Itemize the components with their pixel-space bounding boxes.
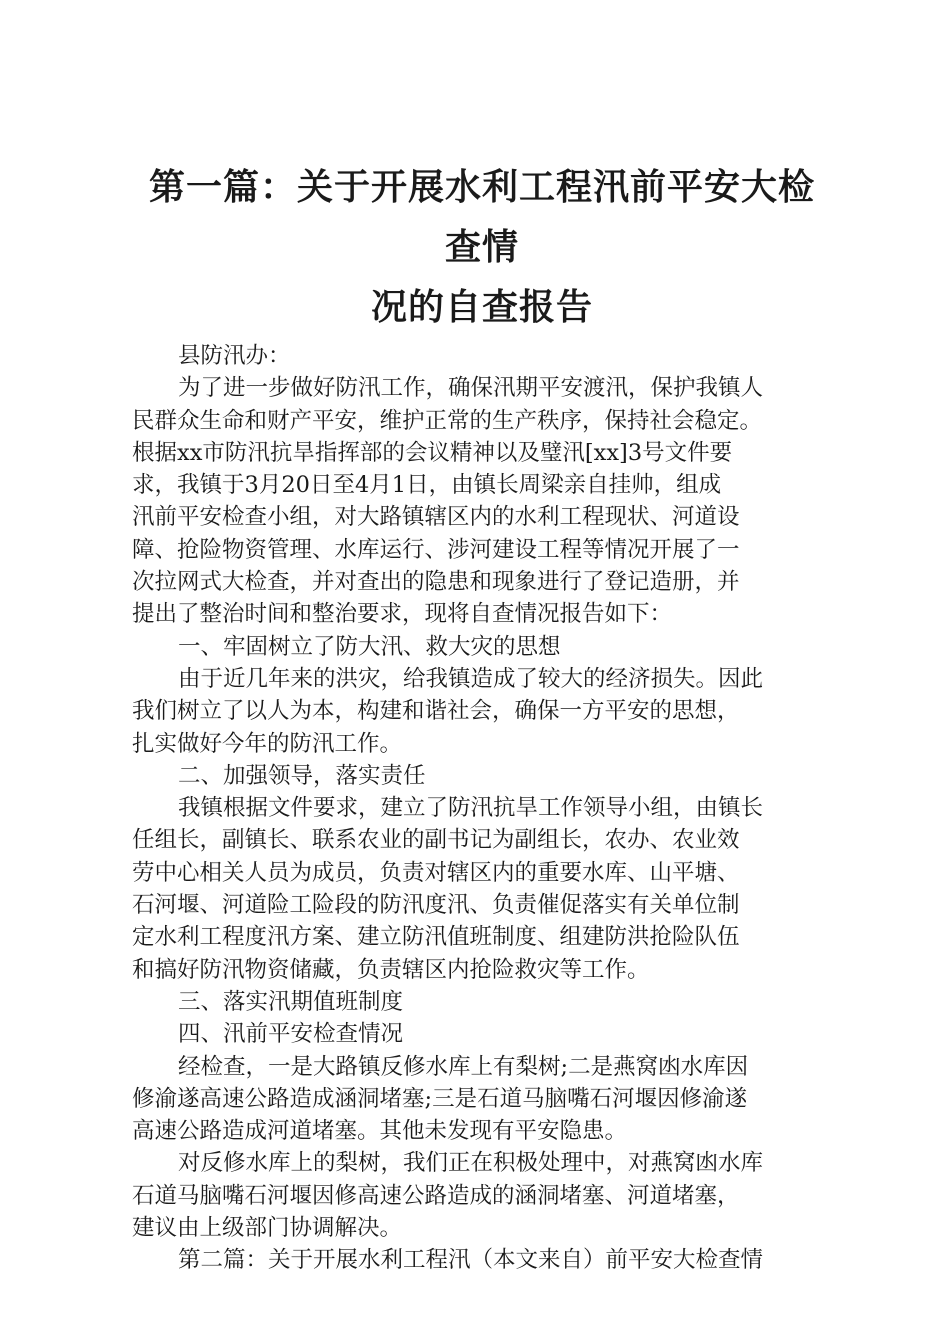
text-line: 障、抢险物资管理、水库运行、涉河建设工程等情况开展了一: [132, 536, 740, 563]
text-line: 建议由上级部门协调解决。: [132, 1215, 403, 1242]
text-line: 我们树立了以人为本，构建和谐社会，确保一方平安的思想，: [132, 698, 740, 725]
text-line: 扎实做好今年的防汛工作。: [132, 730, 403, 757]
title-line-1: 第一篇：关于开展水利工程汛前平安大检查情: [148, 167, 815, 268]
text-line: 和搞好防汛物资储藏，负责辖区内抢险救灾等工作。: [132, 956, 650, 983]
text-line: 我镇根据文件要求，建立了防汛抗旱工作领导小组，由镇长: [178, 795, 764, 822]
document-body: [132, 340, 832, 1277]
text-line: 由于近几年来的洪灾，给我镇造成了较大的经济损失。因此: [178, 665, 764, 692]
text-line: 修渝遂高速公路造成涵洞堵塞;三是石道马脑嘴石河堰因修渝遂: [132, 1085, 748, 1112]
text-line: 提出了整治时间和整治要求，现将自查情况报告如下：: [132, 601, 673, 628]
text-line: 第二篇：关于开展水利工程汛（本文来自）前平安大检查情: [178, 1247, 764, 1274]
document-title: [132, 158, 832, 338]
text-line: 四、汛前平安检查情况: [178, 1021, 404, 1048]
text-line: 对反修水库上的梨树，我们正在积极处理中，对燕窝凼水库: [178, 1150, 764, 1177]
text-line: 为了进一步做好防汛工作，确保汛期平安渡汛，保护我镇人: [178, 375, 764, 402]
text-line: 石道马脑嘴石河堰因修高速公路造成的涵洞堵塞、河道堵塞，: [132, 1182, 740, 1209]
text-line: 经检查，一是大路镇反修水库上有梨树;二是燕窝凼水库因: [178, 1053, 749, 1080]
text-line: 求，我镇于3月20日至4月1日，由镇长周梁亲自挂帅，组成: [132, 472, 722, 499]
text-line: 次拉网式大检查，并对查出的隐患和现象进行了登记造册，并: [132, 569, 740, 596]
text-line: 二、加强领导，落实责任: [178, 762, 426, 789]
text-line: 汛前平安检查小组，对大路镇辖区内的水利工程现状、河道设: [132, 504, 740, 531]
text-line: 高速公路造成河道堵塞。其他未发现有平安隐患。: [132, 1118, 628, 1145]
document-page: [132, 158, 832, 1277]
text-line: 三、落实汛期值班制度: [178, 988, 404, 1015]
title-line-2: 况的自查报告: [370, 287, 593, 328]
text-line: 石河堰、河道险工险段的防汛度汛、负责催促落实有关单位制: [132, 892, 740, 919]
text-line: 县防汛办：: [178, 343, 291, 369]
text-line: 一、牢固树立了防大汛、救大灾的思想: [178, 633, 561, 660]
text-line: 劳中心相关人员为成员，负责对辖区内的重要水库、山平塘、: [132, 859, 740, 886]
text-line: 任组长，副镇长、联系农业的副书记为副组长，农办、农业效: [132, 827, 740, 854]
text-line: 民群众生命和财产平安，维护正常的生产秩序，保持社会稳定。: [132, 407, 763, 434]
text-line: 定水利工程度汛方案、建立防汛值班制度、组建防洪抢险队伍: [132, 924, 740, 951]
text-line: 根据xx市防汛抗旱指挥部的会议精神以及璧汛[xx]3号文件要: [132, 439, 733, 466]
